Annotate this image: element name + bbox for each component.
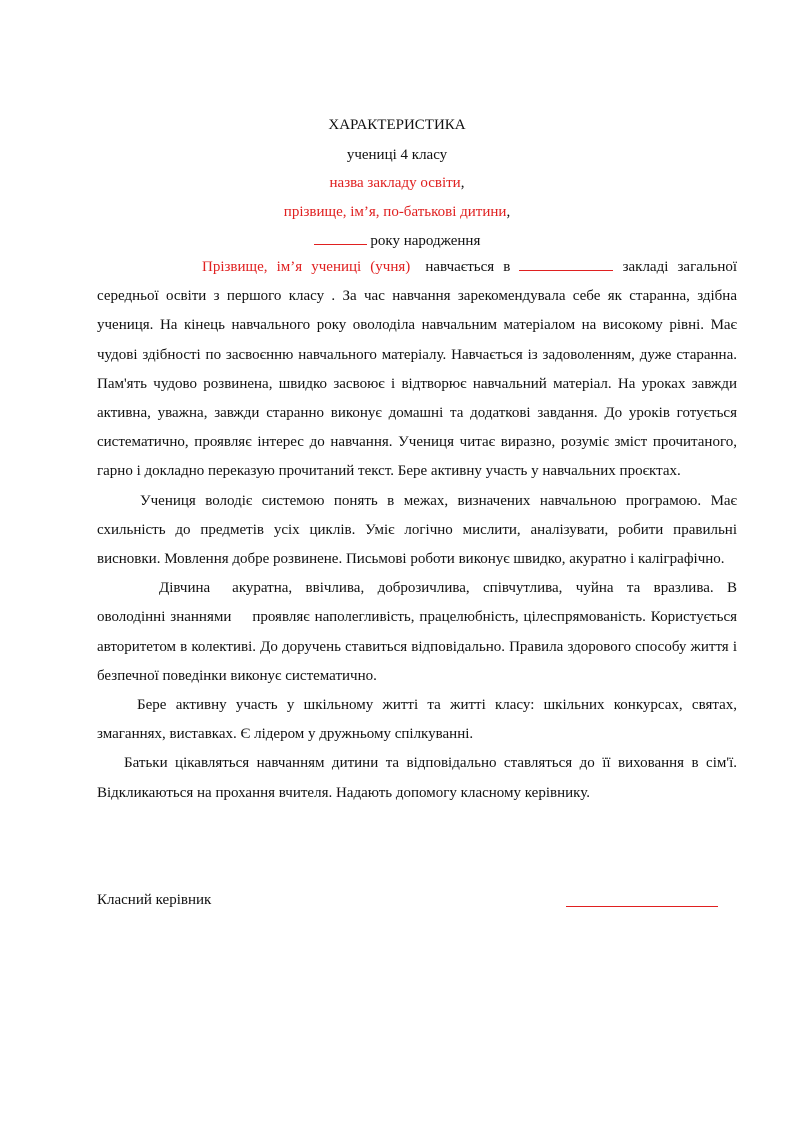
studies-in-text: навчається в xyxy=(425,259,511,275)
school-blank xyxy=(519,270,613,271)
child-name-placeholder: прізвище, ім’я, по-батькові дитини xyxy=(283,204,507,220)
paragraph-2: Учениця володіє системою понять в межах, визначених навчальною програмою. Має схильність до предметів усіх циклів. Уміє логічно мислити, аналізувати, робити правильні висновки. Мовлення добре розвинене. Письмові роботи виконує швидко, акуратно і каліграфічно. xyxy=(97,492,737,568)
paragraph-4: Бере активну участь у шкільному житті та житті класу: шкільних конкурсах, святах, змаганнях, виставках. Є лідером у дружньому спілкуванні. xyxy=(97,697,737,743)
student-name-placeholder: Прізвище, ім’я учениці (учня) xyxy=(202,259,411,275)
child-name-line xyxy=(0,203,794,221)
paragraph-1-rest: закладі загальної середньої освіти з першого класу . За час навчання зарекомендувала себе як старанна, здібна учениця. На кінець навчального року оволоділа навчальним матеріалом на високому рівні. Має чудові здібності по засвоєнню навчального матеріалу. Навчається із задоволенням, дуже старанна. Пам'ять чудово розвинена, швидко засвоює і відтворює навчальний матеріал. На уроках завжди активна, уважна, завжди старанно виконує домашні та додаткові завдання. До уроків готується систематично, проявляє інтерес до навчання. Учениця читає виразно, розуміє зміст прочитаного, гарно і докладно переказую прочитаний текст. Бере активну участь у навчальних проєктах. xyxy=(97,259,738,480)
paragraph-3-start: Дівчина xyxy=(159,580,211,597)
signature-line xyxy=(566,906,718,907)
birth-year-blank xyxy=(314,244,367,245)
doc-title: ХАРАКТЕРИСТИКА xyxy=(328,117,466,133)
paragraph-3-rest: проявляє наполегливість, працелюбність, цілеспрямованість. Користується авторитетом в колективі. До доручень ставиться відповідально. Правила здорового способу життя і безпечної поведінки виконує систематично. xyxy=(97,609,737,684)
school-name-placeholder: назва закладу освіти xyxy=(329,175,461,191)
paragraph-3-middle: акуратна, ввічлива, доброзичлива, співчутлива, чуйна та вразлива. В оволодінні знаннями xyxy=(97,580,737,626)
paragraph-5: Батьки цікавляться навчанням дитини та відповідально ставляться до її виховання в сім'ї. Відкликаються на прохання вчителя. Надають допомогу класному керівнику. xyxy=(97,755,737,801)
paragraph-3 xyxy=(97,574,737,691)
paragraph-1 xyxy=(97,253,737,487)
class-teacher-label: Класний керівник xyxy=(97,892,212,908)
document-body xyxy=(97,253,737,808)
comma: , xyxy=(506,204,511,220)
birth-year-label: року народження xyxy=(370,233,481,249)
comma: , xyxy=(460,175,465,191)
birth-year-line xyxy=(0,232,794,250)
doc-subtitle: учениці 4 класу xyxy=(346,147,448,163)
school-name-line xyxy=(0,174,794,192)
